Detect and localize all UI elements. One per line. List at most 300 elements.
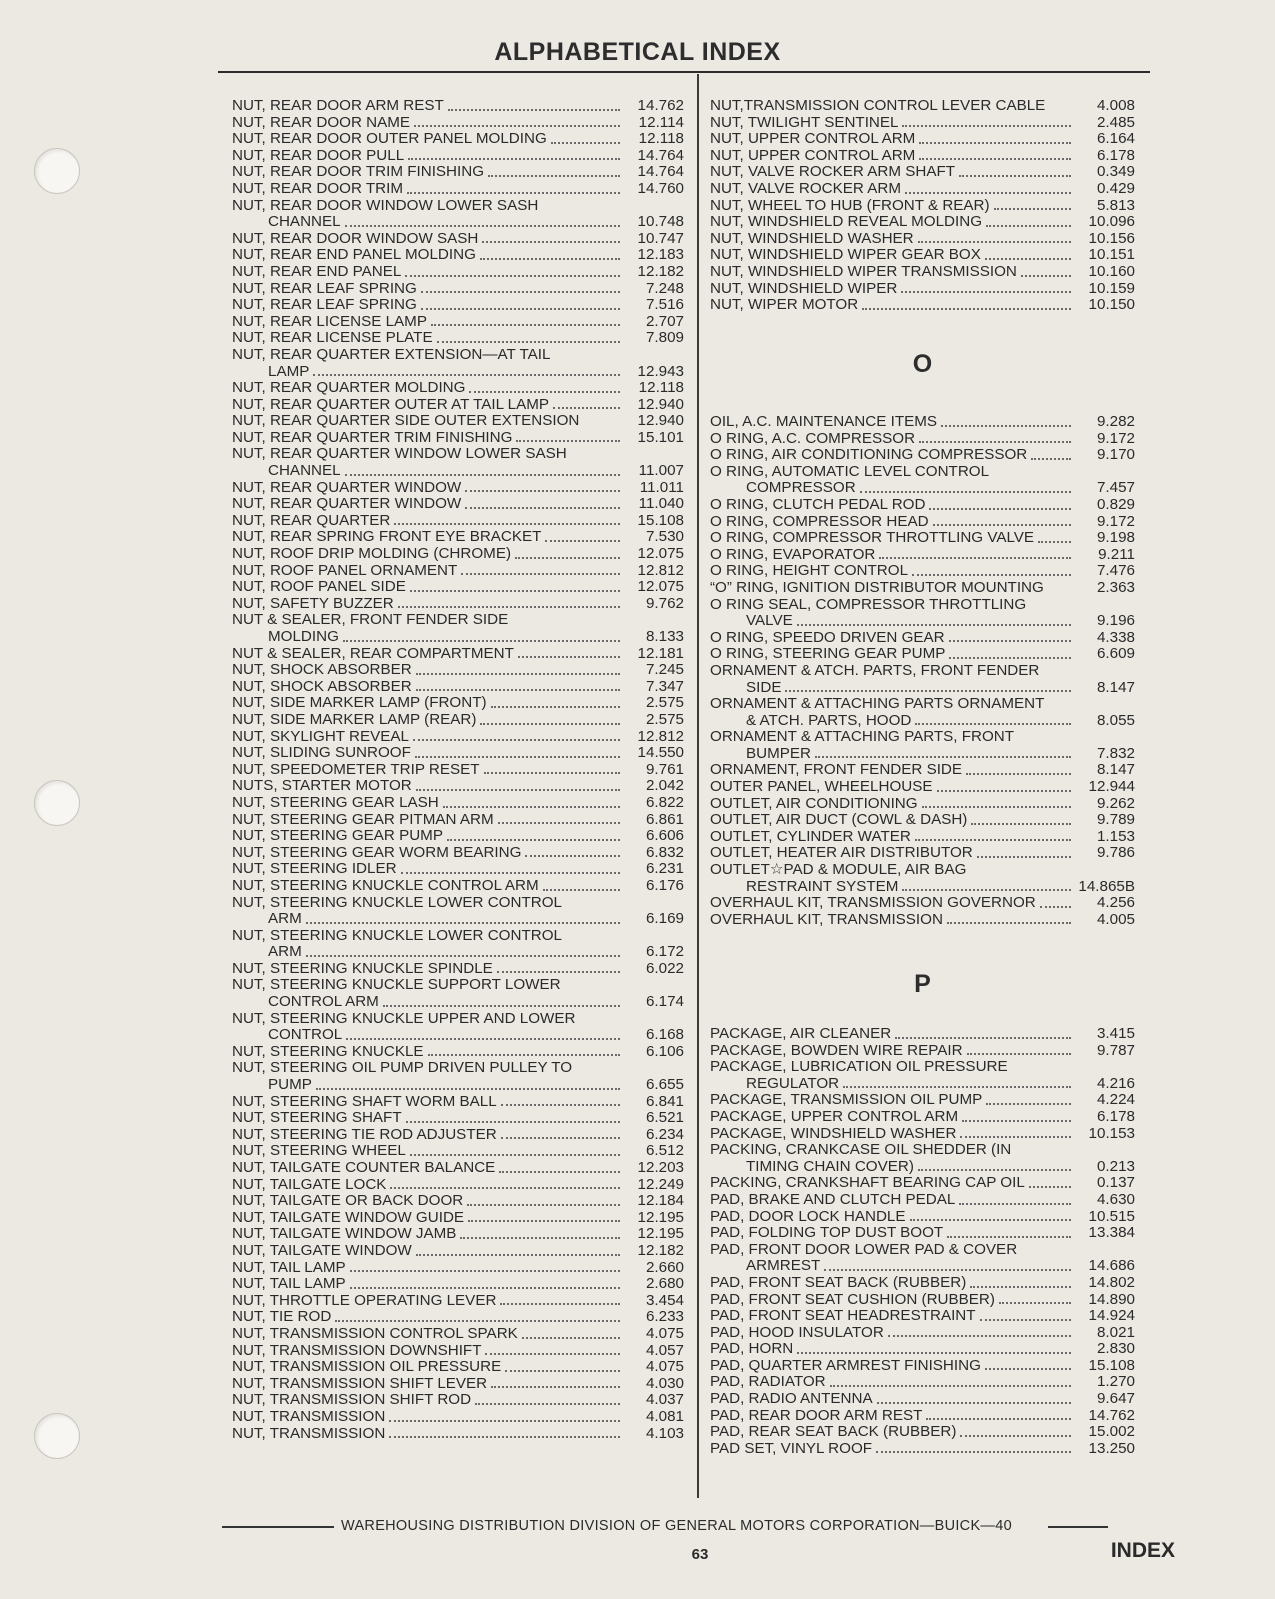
- index-entry-line: [710, 1126, 1135, 1143]
- index-entry-line: [710, 497, 1135, 514]
- index-entry-ref: 6.164: [1096, 130, 1135, 148]
- index-entry-ref: 12.114: [638, 113, 684, 131]
- dot-leader: [437, 341, 620, 343]
- index-entry-line: [710, 563, 1135, 580]
- index-entry-ref: 0.349: [1096, 163, 1135, 181]
- index-entry-line: [710, 547, 1135, 564]
- page-number: 63: [691, 1546, 709, 1563]
- index-entry-text: NUTS, STARTER MOTOR: [232, 777, 412, 795]
- index-entry-ref: 14.550: [637, 744, 684, 762]
- index-entry-line: [710, 264, 1135, 281]
- index-entry: [232, 1110, 684, 1127]
- index-entry-line: [232, 762, 684, 779]
- index-entry-line: [710, 1026, 1135, 1043]
- index-entry: [232, 413, 684, 430]
- index-entry-text: REGULATOR: [746, 1074, 840, 1092]
- dot-leader: [985, 1368, 1071, 1370]
- index-entry-text: NUT, REAR QUARTER MOLDING: [232, 379, 466, 397]
- index-entry: [232, 347, 684, 380]
- dot-leader: [488, 175, 620, 177]
- index-entry-line: [232, 1110, 684, 1127]
- index-entry-ref: 6.606: [645, 827, 684, 845]
- index-entry-ref: 12.944: [1088, 778, 1135, 796]
- index-entry-text: NUT, TAILGATE WINDOW: [232, 1241, 412, 1259]
- index-entry: [710, 762, 1135, 779]
- section-o-entries: [710, 414, 1135, 928]
- section-letter-p: P: [914, 970, 931, 998]
- index-entry-line: [710, 779, 1135, 796]
- index-entry-ref: 14.890: [1088, 1290, 1135, 1308]
- index-entry-line: [710, 729, 1135, 746]
- dot-leader: [985, 258, 1071, 260]
- index-entry: [710, 1059, 1135, 1092]
- dot-leader: [389, 1420, 620, 1422]
- index-entry-line: [710, 1159, 1135, 1176]
- index-entry-line: [710, 181, 1135, 198]
- index-entry-ref: 6.832: [645, 843, 684, 861]
- index-entry-line: [710, 164, 1135, 181]
- index-entry-text: SIDE: [746, 678, 782, 696]
- index-entry-line: [232, 164, 684, 181]
- dot-leader: [421, 291, 620, 293]
- index-entry: [232, 745, 684, 762]
- index-entry-text: NUT, ROOF PANEL ORNAMENT: [232, 561, 458, 579]
- index-entry-line: [232, 1392, 684, 1409]
- dot-leader: [306, 955, 620, 957]
- index-entry: [232, 729, 684, 746]
- index-entry-ref: 0.829: [1096, 495, 1135, 513]
- index-entry-ref: 4.005: [1096, 910, 1135, 928]
- index-entry-text: NUT, TAIL LAMP: [232, 1275, 346, 1293]
- dot-leader: [448, 109, 620, 111]
- index-entry-line: [232, 845, 684, 862]
- index-entry-text: NUT, REAR DOOR WINDOW LOWER SASH: [232, 196, 539, 214]
- index-entry-ref: 15.108: [1088, 1356, 1135, 1374]
- index-entry-ref: 9.789: [1096, 811, 1135, 829]
- index-entry: [710, 1308, 1135, 1325]
- index-entry-line: [232, 1243, 684, 1260]
- index-entry-text: NUT, STEERING GEAR PUMP: [232, 827, 443, 845]
- index-entry-line: [232, 480, 684, 497]
- index-entry-ref: 12.118: [638, 130, 684, 148]
- index-entry-line: [232, 612, 684, 629]
- index-entry-line: [232, 330, 684, 347]
- index-entry-line: [710, 796, 1135, 813]
- dot-leader: [959, 1203, 1071, 1205]
- index-entry-line: [232, 1143, 684, 1160]
- index-entry-line: [710, 414, 1135, 431]
- index-entry-text: NUT, WINDSHIELD WIPER TRANSMISSION: [710, 262, 1017, 280]
- footer-rule-right: [1048, 1526, 1108, 1528]
- index-entry-text: NUT, REAR LICENSE LAMP: [232, 312, 427, 330]
- index-entry-line: [710, 580, 1135, 597]
- dot-leader: [922, 806, 1071, 808]
- index-entry-ref: 12.184: [637, 1192, 684, 1210]
- index-entry-line: [710, 1424, 1135, 1441]
- index-entry-line: [710, 214, 1135, 231]
- index-entry-ref: 7.530: [645, 528, 684, 546]
- dot-leader: [1029, 1186, 1071, 1188]
- index-entry-text: O RING, COMPRESSOR THROTTLING VALVE: [710, 529, 1035, 547]
- index-entry: [710, 663, 1135, 696]
- index-entry: [710, 895, 1135, 912]
- footer-text: WAREHOUSING DISTRIBUTION DIVISION OF GENERAL MOTORS CORPORATION—BUICK—40: [337, 1518, 1016, 1534]
- index-entry-ref: 8.147: [1096, 678, 1135, 696]
- index-entry: [232, 513, 684, 530]
- dot-leader: [910, 1219, 1071, 1221]
- index-entry-ref: 13.384: [1088, 1224, 1135, 1242]
- index-entry-text: NUT, REAR DOOR TRIM: [232, 179, 404, 197]
- index-entry-text: ORNAMENT & ATTACHING PARTS, FRONT: [710, 728, 1015, 746]
- index-entry-text: LAMP: [268, 362, 310, 380]
- index-entry: [232, 1309, 684, 1326]
- binder-hole-bottom: [34, 1413, 80, 1459]
- index-entry-text: NUT, TIE ROD: [232, 1308, 332, 1326]
- index-entry-text: NUT, REAR QUARTER WINDOW: [232, 478, 462, 496]
- index-entry: [232, 977, 684, 1010]
- index-entry-text: NUT, SIDE MARKER LAMP (FRONT): [232, 694, 487, 712]
- dot-leader: [346, 1038, 620, 1040]
- dot-leader: [962, 1120, 1071, 1122]
- index-entry-ref: 14.802: [1088, 1273, 1135, 1291]
- index-entry: [232, 878, 684, 895]
- index-entry-text: CONTROL ARM: [268, 993, 379, 1011]
- index-entry-line: [710, 912, 1135, 929]
- dot-leader: [815, 756, 1071, 758]
- index-entry: [232, 612, 684, 645]
- index-entry-ref: 12.182: [637, 1241, 684, 1259]
- dot-leader: [1040, 906, 1071, 908]
- index-entry-text: CHANNEL: [268, 462, 341, 480]
- index-entry: [710, 1142, 1135, 1175]
- index-entry-ref: 9.647: [1096, 1390, 1135, 1408]
- index-entry-line: [710, 829, 1135, 846]
- index-entry-line: [232, 1094, 684, 1111]
- dot-leader: [543, 889, 620, 891]
- index-entry-ref: 2.830: [1096, 1340, 1135, 1358]
- index-entry-text: NUT, SLIDING SUNROOF: [232, 744, 411, 762]
- index-entry-line: [232, 397, 684, 414]
- index-entry: [232, 1426, 684, 1443]
- index-entry-ref: 7.516: [645, 296, 684, 314]
- index-entry-text: ARM: [268, 910, 302, 928]
- index-entry: [232, 198, 684, 231]
- index-entry-ref: 2.707: [645, 312, 684, 330]
- index-entry: [710, 431, 1135, 448]
- index-entry-ref: 12.075: [637, 545, 684, 563]
- dot-leader: [350, 1270, 620, 1272]
- index-entry-text: NUT, STEERING KNUCKLE: [232, 1042, 424, 1060]
- index-entry-line: [710, 1142, 1135, 1159]
- index-entry-ref: 12.075: [637, 578, 684, 596]
- index-entry-line: [710, 895, 1135, 912]
- index-entry-ref: 12.183: [637, 246, 684, 264]
- index-entry: [232, 1376, 684, 1393]
- index-entry: [232, 563, 684, 580]
- index-entry: [232, 1177, 684, 1194]
- index-entry: [232, 148, 684, 165]
- index-entry-text: NUT, SPEEDOMETER TRIP RESET: [232, 760, 480, 778]
- index-entry: [232, 778, 684, 795]
- dot-leader: [980, 1319, 1071, 1321]
- index-entry-ref: 12.940: [637, 412, 684, 430]
- dot-leader: [465, 507, 620, 509]
- dot-leader: [428, 1054, 620, 1056]
- dot-leader: [901, 291, 1071, 293]
- dot-leader: [516, 440, 620, 442]
- index-entry-text: OUTLET, AIR DUCT (COWL & DASH): [710, 811, 968, 829]
- dot-leader: [971, 823, 1071, 825]
- dot-leader: [522, 1337, 620, 1339]
- index-entry: [710, 630, 1135, 647]
- dot-leader: [505, 1370, 620, 1372]
- index-entry: [232, 1409, 684, 1426]
- index-entry-text: O RING, AIR CONDITIONING COMPRESSOR: [710, 446, 1028, 464]
- dot-leader: [469, 391, 620, 393]
- index-entry-line: [710, 663, 1135, 680]
- dot-leader: [518, 656, 620, 658]
- index-entry-ref: 10.153: [1088, 1124, 1135, 1142]
- index-entry: [232, 115, 684, 132]
- index-entry-line: [710, 1292, 1135, 1309]
- index-entry-line: [710, 281, 1135, 298]
- index-entry-line: [232, 1044, 684, 1061]
- index-entry-line: [232, 629, 684, 646]
- index-entry: [232, 1293, 684, 1310]
- index-entry-ref: 10.150: [1088, 296, 1135, 314]
- index-entry-text: NUT, STEERING GEAR LASH: [232, 793, 439, 811]
- index-entry-text: NUT, REAR LEAF SPRING: [232, 296, 417, 314]
- index-entry-text: ORNAMENT & ATTACHING PARTS ORNAMENT: [710, 695, 1045, 713]
- dot-leader: [491, 706, 620, 708]
- index-entry-text: NUT, REAR DOOR ARM REST: [232, 97, 444, 114]
- index-entry-text: PACKAGE, WINDSHIELD WASHER: [710, 1124, 957, 1142]
- index-entry-ref: 8.147: [1096, 761, 1135, 779]
- index-entry: [232, 430, 684, 447]
- index-entry: [232, 1276, 684, 1293]
- index-entry: [710, 1175, 1135, 1192]
- index-entry: [710, 729, 1135, 762]
- dot-leader: [501, 1104, 620, 1106]
- index-entry-ref: 0.213: [1096, 1157, 1135, 1175]
- index-entry-ref: 8.021: [1096, 1323, 1135, 1341]
- index-entry-text: NUT, REAR LICENSE PLATE: [232, 329, 433, 347]
- index-entry-ref: 1.270: [1096, 1373, 1135, 1391]
- index-entry-text: OUTLET, CYLINDER WATER: [710, 827, 911, 845]
- index-entry: [232, 579, 684, 596]
- index-entry-line: [232, 314, 684, 331]
- index-entry-text: NUT, REAR END PANEL: [232, 262, 402, 280]
- dot-leader: [416, 689, 620, 691]
- index-entry-text: & ATCH. PARTS, HOOD: [746, 711, 912, 729]
- index-entry-text: O RING, COMPRESSOR HEAD: [710, 512, 929, 530]
- index-entry-line: [232, 646, 684, 663]
- index-entry-line: [232, 214, 684, 231]
- index-entry-line: [710, 1076, 1135, 1093]
- index-entry-line: [710, 115, 1135, 132]
- index-entry-text: “O” RING, IGNITION DISTRIBUTOR MOUNTING: [710, 578, 1044, 596]
- index-entry-line: [710, 613, 1135, 630]
- dot-leader: [895, 1037, 1071, 1039]
- index-entry: [710, 580, 1135, 597]
- index-entry-line: [710, 1374, 1135, 1391]
- index-entry: [710, 1092, 1135, 1109]
- index-entry-line: [232, 1127, 684, 1144]
- index-entry-text: NUT, STEERING KNUCKLE SPINDLE: [232, 959, 493, 977]
- index-entry: [710, 148, 1135, 165]
- dot-leader: [390, 1187, 620, 1189]
- section-letter-o: O: [912, 350, 933, 378]
- index-entry-text: COMPRESSOR: [746, 479, 856, 497]
- index-entry-ref: 1.153: [1096, 827, 1135, 845]
- dot-leader: [999, 1302, 1071, 1304]
- index-entry-ref: 4.103: [645, 1424, 684, 1442]
- index-entry-ref: 7.245: [645, 661, 684, 679]
- index-entry: [232, 330, 684, 347]
- index-entry-text: TIMING CHAIN COVER): [746, 1157, 914, 1175]
- index-entry-line: [232, 1426, 684, 1443]
- index-entry: [710, 1275, 1135, 1292]
- index-entry-text: NUT, TRANSMISSION DOWNSHIFT: [232, 1341, 482, 1359]
- index-entry-text: O RING, CLUTCH PEDAL ROD: [710, 495, 926, 513]
- index-entry: [710, 281, 1135, 298]
- index-entry-text: PAD, FRONT SEAT BACK (RUBBER): [710, 1273, 967, 1291]
- index-entry-text: NUT, STEERING IDLER: [232, 860, 397, 878]
- dot-leader: [915, 723, 1071, 725]
- index-entry-text: NUT, REAR DOOR NAME: [232, 113, 411, 131]
- index-entry-text: NUT, STEERING GEAR WORM BEARING: [232, 843, 522, 861]
- index-entry-text: O RING SEAL, COMPRESSOR THROTTLING: [710, 595, 1027, 613]
- index-entry-line: [710, 131, 1135, 148]
- dot-leader: [797, 624, 1071, 626]
- index-entry-line: [710, 597, 1135, 614]
- dot-leader: [461, 573, 620, 575]
- index-entry-text: NUT, REAR DOOR TRIM FINISHING: [232, 163, 485, 181]
- index-entry-ref: 6.822: [645, 793, 684, 811]
- index-entry-line: [232, 878, 684, 895]
- dot-leader: [1021, 275, 1071, 277]
- index-entry: [232, 181, 684, 198]
- index-entry-ref: 6.512: [645, 1142, 684, 1160]
- index-entry-text: PAD, FOLDING TOP DUST BOOT: [710, 1224, 944, 1242]
- index-entry-text: NUT, VALVE ROCKER ARM SHAFT: [710, 163, 956, 181]
- index-entry-ref: 9.170: [1096, 446, 1135, 464]
- index-entry: [232, 480, 684, 497]
- index-entry-line: [710, 1325, 1135, 1342]
- dot-leader: [525, 855, 620, 857]
- index-entry-line: [232, 529, 684, 546]
- dot-leader: [986, 1103, 1071, 1105]
- index-entry-line: [232, 463, 684, 480]
- footer-rule-left: [222, 1526, 334, 1528]
- dot-leader: [410, 590, 620, 592]
- index-entry-line: [710, 1209, 1135, 1226]
- index-entry-ref: 4.057: [645, 1341, 684, 1359]
- index-entry-text: PAD, REAR DOOR ARM REST: [710, 1406, 923, 1424]
- index-entry-text: PACKAGE, BOWDEN WIRE REPAIR: [710, 1041, 963, 1059]
- index-entry: [232, 961, 684, 978]
- index-entry-ref: 6.176: [645, 876, 684, 894]
- index-entry-ref: 12.940: [637, 395, 684, 413]
- index-entry: [232, 1326, 684, 1343]
- index-entry-ref: 9.172: [1096, 429, 1135, 447]
- index-entry: [710, 1292, 1135, 1309]
- index-entry-line: [232, 1226, 684, 1243]
- index-entry-line: [232, 662, 684, 679]
- index-entry-line: [232, 546, 684, 563]
- index-entry: [710, 181, 1135, 198]
- index-entry: [710, 1026, 1135, 1043]
- index-entry-text: ARMREST: [746, 1257, 821, 1275]
- index-entry-line: [232, 911, 684, 928]
- index-entry-text: ORNAMENT, FRONT FENDER SIDE: [710, 761, 963, 779]
- dot-leader: [306, 922, 620, 924]
- dot-leader: [485, 1353, 620, 1355]
- index-entry-ref: 14.686: [1088, 1257, 1135, 1275]
- index-entry-text: O RING, A.C. COMPRESSOR: [710, 429, 916, 447]
- index-entry-line: [232, 1409, 684, 1426]
- index-entry: [710, 1391, 1135, 1408]
- index-entry: [710, 1325, 1135, 1342]
- index-entry-line: [232, 1326, 684, 1343]
- index-entry-line: [232, 812, 684, 829]
- index-entry: [232, 1127, 684, 1144]
- index-entry-text: OVERHAUL KIT, TRANSMISSION GOVERNOR: [710, 894, 1036, 912]
- index-entry: [710, 247, 1135, 264]
- index-entry-text: NUT, WINDSHIELD REVEAL MOLDING: [710, 213, 983, 231]
- index-entry-text: PUMP: [268, 1076, 312, 1094]
- index-entry-text: NUT, TWILIGHT SENTINEL: [710, 113, 899, 131]
- index-entry-text: NUT, TRANSMISSION: [232, 1407, 386, 1425]
- index-entry-text: PAD, RADIATOR: [710, 1373, 826, 1391]
- index-entry-line: [232, 148, 684, 165]
- index-entry-line: [710, 1192, 1135, 1209]
- index-entry-text: NUT & SEALER, FRONT FENDER SIDE: [232, 611, 509, 629]
- index-entry-text: NUT, REAR DOOR PULL: [232, 146, 405, 164]
- index-entry-ref: 4.075: [645, 1324, 684, 1342]
- index-entry-text: NUT, STEERING KNUCKLE UPPER AND LOWER: [232, 1009, 576, 1027]
- index-entry: [232, 695, 684, 712]
- dot-leader: [986, 225, 1071, 227]
- index-entry-text: NUT & SEALER, REAR COMPARTMENT: [232, 644, 514, 662]
- index-entry-ref: 6.655: [645, 1076, 684, 1094]
- index-entry-text: NUT, THROTTLE OPERATING LEVER: [232, 1291, 497, 1309]
- dot-leader: [977, 856, 1071, 858]
- index-entry-text: NUT, TRANSMISSION CONTROL SPARK: [232, 1324, 518, 1342]
- index-entry: [710, 1374, 1135, 1391]
- index-entry-line: [710, 1175, 1135, 1192]
- dot-leader: [919, 142, 1071, 144]
- index-entry-ref: 15.002: [1088, 1423, 1135, 1441]
- index-entry-text: NUT, STEERING WHEEL: [232, 1142, 406, 1160]
- index-entry-ref: 6.233: [645, 1308, 684, 1326]
- index-entry-ref: 10.748: [637, 213, 684, 231]
- index-entry-ref: 4.008: [1096, 97, 1135, 114]
- dot-leader: [431, 324, 620, 326]
- dot-leader: [967, 1053, 1071, 1055]
- index-entry-line: [232, 115, 684, 132]
- dot-leader: [313, 374, 620, 376]
- dot-leader: [468, 1220, 620, 1222]
- index-entry-ref: 12.812: [637, 561, 684, 579]
- dot-leader: [830, 1385, 1071, 1387]
- index-entry-line: [710, 1092, 1135, 1109]
- index-entry-text: NUT, REAR END PANEL MOLDING: [232, 246, 476, 264]
- index-entry-text: NUT, TAILGATE OR BACK DOOR: [232, 1192, 464, 1210]
- index-entry-text: NUT, STEERING OIL PUMP DRIVEN PULLEY TO: [232, 1059, 573, 1077]
- index-entry-ref: 12.195: [637, 1208, 684, 1226]
- index-entry-line: [232, 446, 684, 463]
